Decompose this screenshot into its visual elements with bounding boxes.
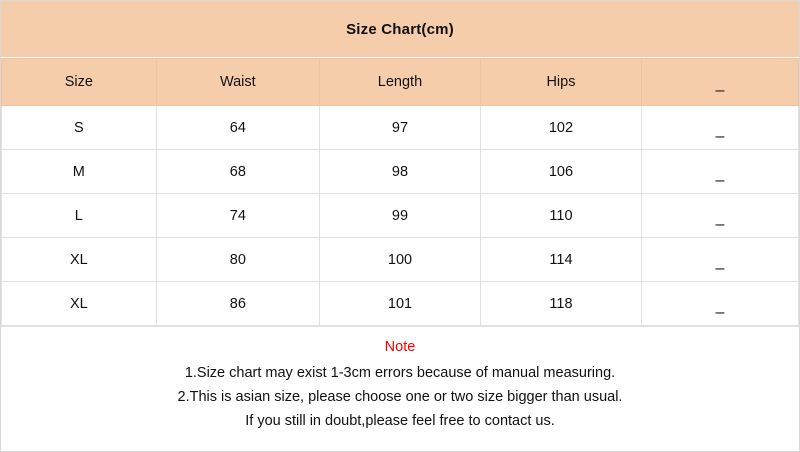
cell-size: L <box>2 194 157 238</box>
cell-hips: 106 <box>480 150 641 194</box>
cell-size: XL <box>2 238 157 282</box>
cell-waist: 68 <box>156 150 319 194</box>
dash-glyph: – <box>715 171 725 189</box>
note-line-3: If you still in doubt,please feel free to contact us. <box>245 412 555 429</box>
chart-title-bar <box>1 1 799 58</box>
cell-blank <box>641 282 798 326</box>
note-line-2: 2.This is asian size, please choose one or two size bigger than usual. <box>177 388 623 405</box>
cell-size: XL <box>2 282 157 326</box>
cell-length: 97 <box>320 106 481 150</box>
cell-length: 100 <box>320 238 481 282</box>
cell-length: 99 <box>320 194 481 238</box>
note-section <box>1 326 799 451</box>
cell-blank <box>641 238 798 282</box>
cell-length: 101 <box>320 282 481 326</box>
cell-blank <box>641 194 798 238</box>
column-header-length: Length <box>320 59 481 106</box>
page-title: Size Chart(cm) <box>346 20 454 38</box>
dash-glyph: – <box>715 82 725 99</box>
table-header-row <box>2 59 799 106</box>
cell-waist: 64 <box>156 106 319 150</box>
column-header-waist: Waist <box>156 59 319 106</box>
table-row <box>2 194 799 238</box>
table-row <box>2 106 799 150</box>
table-row <box>2 150 799 194</box>
note-title: Note <box>384 339 416 355</box>
table-row <box>2 282 799 326</box>
size-table <box>1 58 799 326</box>
dash-glyph: – <box>715 259 725 277</box>
cell-blank <box>641 106 798 150</box>
dash-glyph: – <box>715 127 725 145</box>
cell-waist: 86 <box>156 282 319 326</box>
column-header-hips: Hips <box>480 59 641 106</box>
cell-hips: 118 <box>480 282 641 326</box>
cell-waist: 74 <box>156 194 319 238</box>
cell-blank <box>641 150 798 194</box>
dash-glyph: – <box>715 303 725 321</box>
dash-glyph: – <box>715 215 725 233</box>
note-line-1: 1.Size chart may exist 1-3cm errors because of manual measuring. <box>184 365 616 381</box>
table-row <box>2 238 799 282</box>
cell-size: S <box>2 106 157 150</box>
column-header-blank <box>641 59 798 106</box>
cell-size: M <box>2 150 157 194</box>
cell-length: 98 <box>320 150 481 194</box>
cell-hips: 110 <box>480 194 641 238</box>
column-header-size: Size <box>2 59 157 106</box>
cell-hips: 102 <box>480 106 641 150</box>
cell-waist: 80 <box>156 238 319 282</box>
cell-hips: 114 <box>480 238 641 282</box>
